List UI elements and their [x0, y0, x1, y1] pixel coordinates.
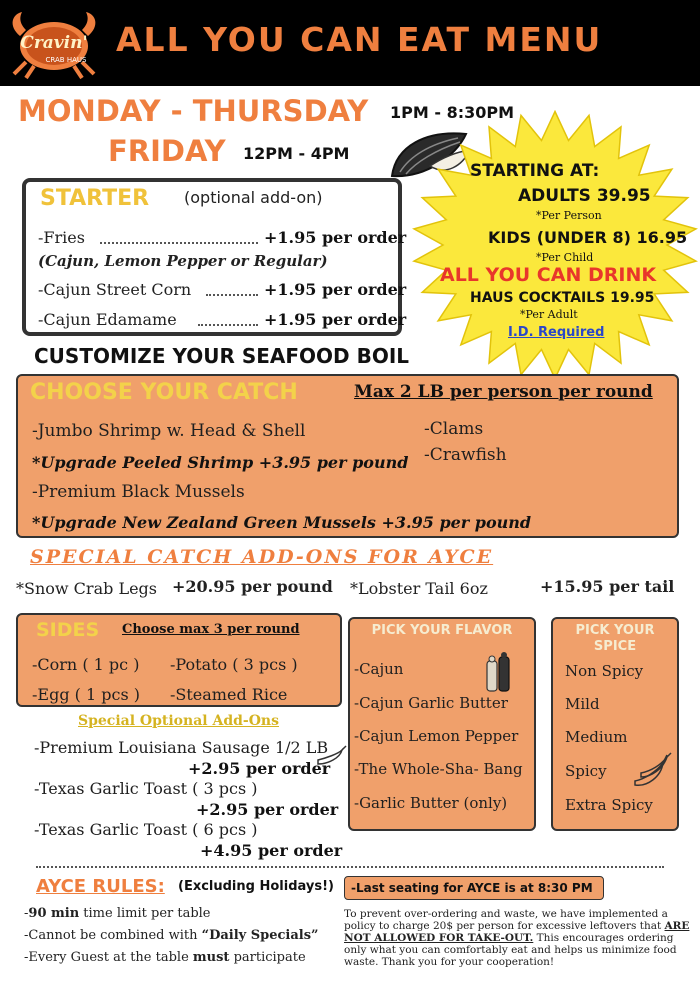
flavor-box [348, 617, 536, 831]
starter-note: (optional add-on) [184, 188, 323, 207]
adults-note: *Per Person [536, 209, 602, 222]
salt-pepper-icon [484, 647, 512, 695]
policy-bold: ARE NOT ALLOWED FOR TAKE-OUT. [344, 920, 690, 944]
spice-item: Medium [565, 728, 628, 746]
rule-time-text: time limit per table [79, 906, 211, 921]
chili-pepper-icon [314, 744, 348, 768]
spice-item: Mild [565, 695, 600, 713]
snow-crab-price: +20.95 per pound [172, 577, 333, 596]
rule-participate-pre: -Every Guest at the table [24, 950, 193, 965]
side-item: -Steamed Rice [170, 685, 288, 704]
section-divider [36, 866, 664, 868]
logo-name: Cravin' [20, 33, 88, 53]
rule-combine-text: -Cannot be combined with [24, 928, 202, 943]
special-catch-title: SPECIAL CATCH ADD-ONS FOR AYCE [30, 546, 494, 568]
cocktails-price: HAUS COCKTAILS 19.95 [470, 290, 655, 306]
addon-item: -Texas Garlic Toast ( 3 pcs ) [34, 779, 258, 798]
starter-title: STARTER [40, 186, 150, 211]
lobster-price: +15.95 per tail [540, 577, 675, 596]
leader-dots [100, 242, 258, 244]
side-item: -Potato ( 3 pcs ) [170, 655, 298, 674]
snow-crab-item: *Snow Crab Legs [16, 579, 157, 598]
friday-hours: 12PM - 4PM [243, 144, 350, 163]
catch-upgrade: *Upgrade Peeled Shrimp +3.95 per pound [32, 453, 409, 472]
addon-price: +2.95 per order [188, 759, 331, 778]
side-item: -Egg ( 1 pcs ) [32, 685, 140, 704]
sides-title: SIDES [36, 619, 100, 641]
weekday-label: MONDAY - THURSDAY [18, 94, 369, 128]
flavor-item: -Cajun Lemon Pepper [354, 727, 519, 745]
rule-participate [24, 950, 306, 965]
addon-price: +4.95 per order [200, 841, 343, 860]
spice-item: Non Spicy [565, 662, 644, 680]
weekday-hours: 1PM - 8:30PM [390, 103, 515, 122]
rules-title: AYCE RULES: [36, 876, 165, 897]
catch-item: -Jumbo Shrimp w. Head & Shell [32, 421, 306, 441]
last-seating-badge [344, 876, 604, 900]
id-required: I.D. Required [508, 325, 605, 340]
fries-options: (Cajun, Lemon Pepper or Regular) [38, 252, 328, 270]
side-item: -Corn ( 1 pc ) [32, 655, 140, 674]
flavor-item: -Garlic Butter (only) [354, 794, 508, 812]
sides-limit: Choose max 3 per round [122, 622, 300, 637]
rules-subtitle: (Excluding Holidays!) [178, 879, 334, 894]
kids-note: *Per Child [536, 251, 594, 264]
starter-item-edamame: -Cajun Edamame [38, 310, 177, 329]
catch-upgrade: *Upgrade New Zealand Green Mussels +3.95 per pound [32, 513, 532, 532]
lobster-item: *Lobster Tail 6oz [350, 579, 488, 598]
flavor-item: -Cajun [354, 660, 404, 678]
rule-participate-bold: must [192, 950, 230, 965]
cocktails-note: *Per Adult [520, 308, 578, 321]
addons-title: Special Optional Add-Ons [78, 713, 279, 729]
starter-item-corn: -Cajun Street Corn [38, 280, 192, 299]
leader-dots [206, 294, 258, 296]
crab-logo-icon [6, 6, 102, 82]
rule-participate-post: participate [229, 950, 306, 965]
catch-item: -Premium Black Mussels [32, 482, 245, 502]
all-you-can-drink: ALL YOU CAN DRINK [440, 264, 657, 286]
policy-text-b: This encourages ordering only what you can comfortably eat and helps us minimize food waste. Thank you for your cooperation! [344, 932, 677, 968]
spice-title-line2: SPICE [593, 639, 637, 654]
starter-price-corn: +1.95 per order [264, 280, 407, 299]
adults-price: ADULTS 39.95 [518, 186, 651, 206]
starting-at: STARTING AT: [470, 161, 600, 181]
rule-time-bold: 90 min [28, 906, 80, 921]
spice-item: Extra Spicy [565, 796, 653, 814]
last-seating-text: -Last seating for AYCE is at 8:30 PM [351, 881, 593, 895]
logo-subtitle: CRAB HAUS [45, 56, 87, 64]
spice-item: Spicy [565, 762, 607, 780]
catch-title: CHOOSE YOUR CATCH [30, 380, 298, 405]
flavor-item: -The Whole-Sha- Bang [354, 760, 523, 778]
sides-box [16, 613, 342, 707]
starter-price-edamame: +1.95 per order [264, 310, 407, 329]
menu-title: ALL YOU CAN EAT MENU [116, 20, 603, 59]
catch-item: -Clams [424, 419, 484, 439]
addon-item: -Texas Garlic Toast ( 6 pcs ) [34, 820, 258, 839]
rule-no-combine [24, 928, 319, 943]
starter-price-fries: +1.95 per order [264, 228, 407, 247]
flavor-title: PICK YOUR FLAVOR [371, 623, 513, 638]
customize-heading: CUSTOMIZE YOUR SEAFOOD BOIL [34, 344, 410, 368]
leftover-policy [344, 908, 690, 968]
rule-time-limit: -90 min time limit per table [24, 906, 211, 921]
chili-peppers-icon [629, 751, 673, 791]
catch-limit: Max 2 LB per person per round [354, 382, 653, 402]
spice-box [551, 617, 679, 831]
catch-item: -Crawfish [424, 445, 507, 465]
flavor-item: -Cajun Garlic Butter [354, 694, 508, 712]
addon-price: +2.95 per order [196, 800, 339, 819]
policy-text-a: To prevent over-ordering and waste, we have implemented a policy to charge 20$ per person for excessive leftovers that [344, 908, 668, 932]
starter-item-fries: -Fries [38, 228, 85, 247]
rule-combine-bold: “Daily Specials” [201, 928, 319, 943]
kids-price: KIDS (UNDER 8) 16.95 [488, 228, 688, 247]
friday-label: FRIDAY [108, 134, 226, 168]
addon-item: -Premium Louisiana Sausage 1/2 LB [34, 738, 329, 757]
spice-title-line1: PICK YOUR [575, 623, 655, 638]
catch-box [16, 374, 679, 538]
starter-box [22, 178, 407, 336]
leader-dots [198, 324, 258, 326]
